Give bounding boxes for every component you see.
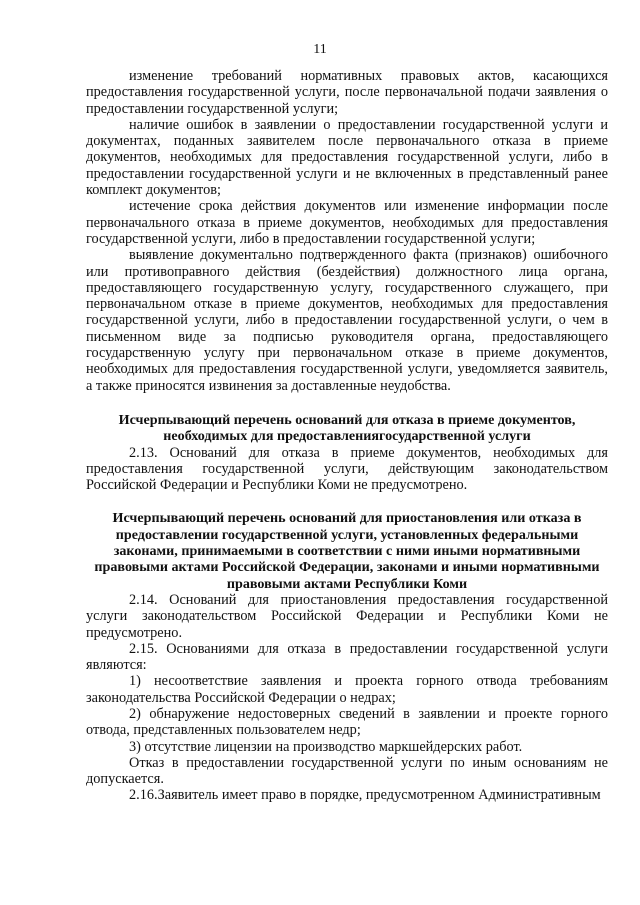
paragraph-other-grounds: Отказ в предоставлении государственной услуги по иным основаниям не допускается. bbox=[86, 754, 608, 788]
document-body bbox=[86, 68, 608, 804]
paragraph-2-13: 2.13. Оснований для отказа в приеме документов, необходимых для предоставления государственной услуги, действующим законодательством Российской Федерации и Республики Коми не предусмотрено. bbox=[86, 444, 608, 494]
paragraph-2-16: 2.16.Заявитель имеет право в порядке, предусмотренном Административным bbox=[129, 787, 601, 804]
section-heading-refusal-documents: Исчерпывающий перечень оснований для отказа в приеме документов, необходимых для предоставлениягосударственной услуги bbox=[118, 411, 576, 445]
paragraph-2-15: 2.15. Основаниями для отказа в предоставлении государственной услуги являются: bbox=[86, 640, 608, 674]
paragraph-requirements-change: изменение требований нормативных правовых актов, касающихся предоставления государственной услуги, после первоначальной подачи заявления о предоставлении государственной услуги; bbox=[86, 68, 608, 117]
paragraph-official-error: выявление документально подтвержденного факта (признаков) ошибочного или противоправного действия (бездействия) должностного лица органа, предоставляющего государственную услугу, государственного служащего, при первоначальном отказе в приеме документов, необходимых для предоставления государственной услуги, либо в предоставлении государственной услуги, о чем в письменном виде за подписью руководителя органа, предоставляющего государственную услугу при первоначальном отказе в приеме документов, необходимых для предоставления государственной услуги, уведомляется заявитель, а также приносятся извинения за доставленные неудобства. bbox=[86, 247, 608, 394]
section-heading-suspension-refusal: Исчерпывающий перечень оснований для приостановления или отказа в предоставлении государственной услуги, установленных федеральными законами, принимаемыми в соответствии с ними иными нормативными правовыми актами Российской Федерации, законами и иными нормативными правовыми актами Республики Коми bbox=[94, 510, 600, 592]
paragraph-2-14: 2.14. Оснований для приостановления предоставления государственной услуги законодательством Российской Федерации и Республики Коми не предусмотрено. bbox=[86, 591, 608, 641]
list-item-2: 2) обнаружение недостоверных сведений в заявлении и проекте горного отвода, представленных пользователем недр; bbox=[86, 705, 608, 739]
list-item-3: 3) отсутствие лицензии на производство маркшейдерских работ. bbox=[129, 738, 523, 755]
paragraph-errors-in-application: наличие ошибок в заявлении о предоставлении государственной услуги и документах, поданных заявителем после первоначального отказа в приеме документов, необходимых для предоставления государственной услуги, либо в предоставлении государственной услуги и не включенных в представленный ранее комплект документов; bbox=[86, 116, 608, 199]
page-number: 11 bbox=[313, 42, 327, 57]
list-item-1: 1) несоответствие заявления и проекта горного отвода требованиям законодательства Российской Федерации о недрах; bbox=[86, 673, 608, 706]
paragraph-documents-expiry: истечение срока действия документов или изменение информации после первоначального отказа в приеме документов, необходимых для предоставления государственной услуги, либо в предоставлении государственной услуги; bbox=[86, 198, 608, 247]
